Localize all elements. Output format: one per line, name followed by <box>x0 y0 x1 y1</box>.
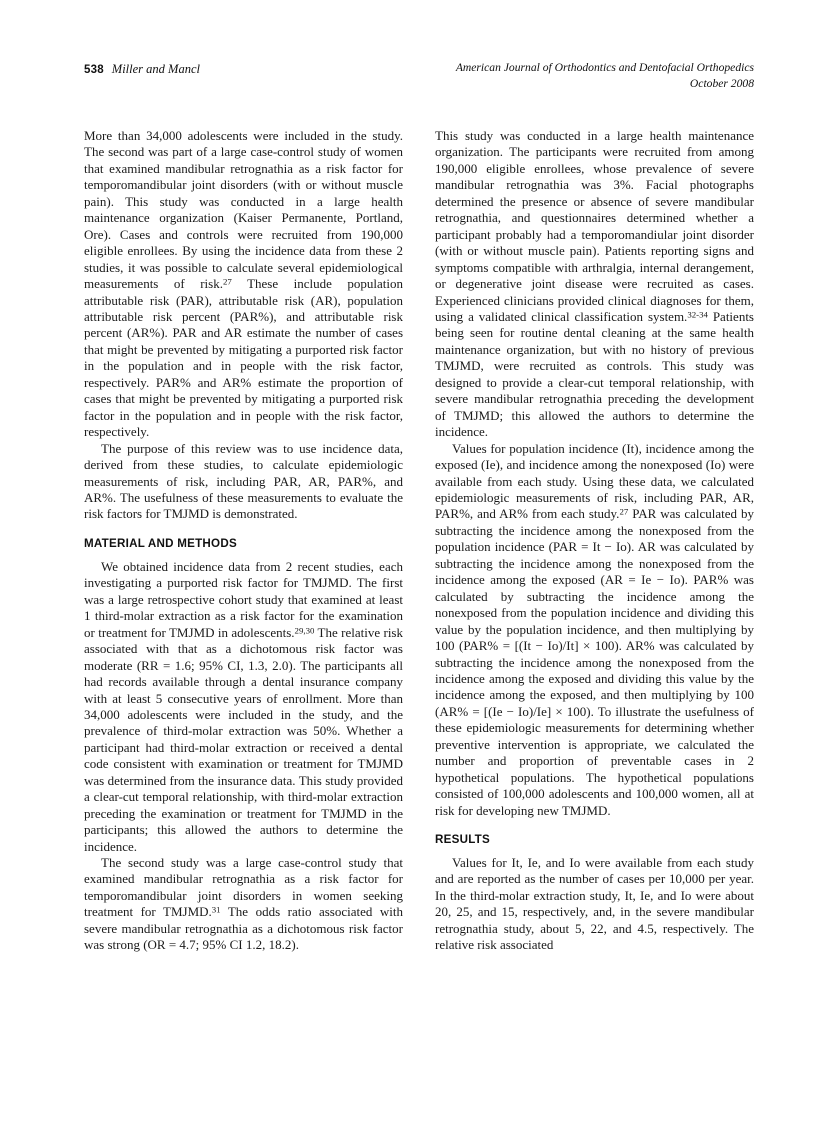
issue-date: October 2008 <box>689 76 754 90</box>
paragraph-right-2 <box>435 441 754 819</box>
paragraph-left-3-text-a: We obtained incidence data from 2 recent studies, each investigating a purported risk factor for TMJMD. The first was a large retrospective cohort study that examined at least 1 third-molar extraction as a risk factor for the examination or treatment for TMJMD in adolescents. <box>84 558 403 640</box>
paragraph-left-3-text-b: The relative risk associated with that as a dichotomous risk factor was moderate (RR = 1.6; 95% CI, 1.3, 2.0). The participants all had records available through a dental insurance company with at least 5 consecutive years of enrollment. More than 34,000 adolescents were included in the study, and the prevalence of third-molar extraction was 50%. Whether a participant had third-molar extraction or received a dental code consistent with examination or treatment for TMJMD was determined from the insurance data. This study provided a clear-cut temporal relationship, with third-molar extraction preceding the examination or treatment for TMJMD in the participants; this allowed the authors to determine the incidence. <box>84 624 403 854</box>
paragraph-left-4-text-a: The second study was a large case-control study that examined mandibular retrognathia as a risk factor for temporomandibular joint disorders in women seeking treatment for TMJMD. <box>84 855 403 920</box>
running-head-left <box>84 60 200 78</box>
paragraph-right-2-text-b: PAR was calculated by subtracting the incidence among the nonexposed from the population incidence (PAR = It − Io). AR was calculated by subtracting the incidence among the nonexposed from the incidence among the exposed (AR = Ie − Io). PAR% was calculated by subtracting the incidence among the nonexposed from the population incidence and dividing this value by the population incidence, and then multiplying by 100 (PAR% = [(It − Io)/It] × 100). AR% was calculated by subtracting the incidence among the nonexposed from the incidence among the exposed and dividing this value by the incidence among the exposed, and then multiplying by 100 (AR% = [(Ie − Io)/Ie] × 100). To illustrate the usefulness of these epidemiologic measurements for determining whether preventive intervention is appropriate, we calculated the number and proportion of preventable cases in 2 hypothetical populations. The hypothetical populations consisted of 100,000 adolescents and 100,000 women, all at risk for developing new TMJMD. <box>435 506 754 818</box>
paragraph-right-1-text-a: This study was conducted in a large health maintenance organization. The participants were recruited from among 190,000 eligible enrollees, whose prevalence of severe mandibular retrognathia was 3%. Facial photographs determined the presence or absence of severe mandibular retrognathia, and questionnaires determined whether a participant probably had a temporomandiular joint disorder (with or without muscle pain). Patients reporting signs and symptoms compatible with arthralgia, internal derangement, or degenerative joint disease were recruited as cases. Experienced clinicians provided clinical diagnoses for them, using a validated clinical classification system. <box>435 128 754 324</box>
spacer-before-results <box>435 819 754 833</box>
reference-marker-27-right: 27 <box>619 506 629 517</box>
running-head <box>84 60 754 100</box>
column-left <box>84 128 403 954</box>
paragraph-right-2-text-a: Values for population incidence (It), incidence among the exposed (Ie), and incidence among the nonexposed (Io) were available from each study. Using these data, we calculated epidemiologic measurements of risk, including PAR, AR, PAR%, and AR% from each study. <box>435 440 754 522</box>
paragraph-left-3 <box>84 559 403 855</box>
reference-marker-32-34: 32-34 <box>687 309 708 320</box>
running-head-authors: Miller and Mancl <box>111 62 200 76</box>
spacer-after-results <box>435 846 754 855</box>
page-number: 538 <box>84 64 104 76</box>
spacer-before-material-methods <box>84 523 403 537</box>
paragraph-right-1-text-b: Patients being seen for routine dental cleaning at the same health maintenance organization, but with no history of previous TMJMD, were recruited as controls. This study was designed to provide a clear-cut temporal relationship, with severe mandibular retrognathia preceding the development of TMJMD; this allowed the authors to determine the incidence. <box>435 308 754 440</box>
paragraph-left-1 <box>84 128 403 441</box>
paragraph-right-1 <box>435 128 754 441</box>
spacer-after-material-methods <box>84 550 403 559</box>
journal-title: American Journal of Orthodontics and Dentofacial Orthopedics <box>455 61 754 74</box>
reference-marker-31: 31 <box>211 904 221 915</box>
paragraph-left-4 <box>84 855 403 954</box>
paragraph-left-4-text-b: The odds ratio associated with severe mandibular retrognathia as a dichotomous risk factor was strong (OR = 4.7; 95% CI 1.2, 18.2). <box>84 904 403 953</box>
column-right <box>435 128 754 954</box>
running-head-right <box>456 60 754 91</box>
paragraph-left-2: The purpose of this review was to use incidence data, derived from these studies, to calculate epidemiologic measurements of risk, including PAR, AR, PAR%, and AR%. The usefulness of these measurements to evaluate the risk factors for TMJMD is demonstrated. <box>84 440 403 522</box>
paragraph-right-3: Values for It, Ie, and Io were available from each study and are reported as the number of cases per 10,000 per year. In the third-molar extraction study, It, Ie, and Io were about 20, 25, and 15, respectively, and, in the severe mandibular retrognathia study, about 5, 22, and 4.5, respectively. The relative risk associated <box>435 855 754 953</box>
heading-results: RESULTS <box>435 833 490 847</box>
reference-marker-29-30: 29,30 <box>294 624 315 635</box>
heading-material-and-methods: MATERIAL AND METHODS <box>84 536 237 550</box>
reference-marker-27: 27 <box>222 276 232 287</box>
paragraph-left-1-text-a: More than 34,000 adolescents were included in the study. The second was part of a large case-control study of women that examined mandibular retrognathia as a risk factor for temporomandibular joint disorders (with or without muscle pain). This study was conducted in a large health maintenance organization (Kaiser Permanente, Portland, Ore). Cases and controls were recruited from 190,000 eligible enrollees. By using the incidence data from these 2 studies, it was possible to calculate several epidemiological measurements of risk. <box>84 128 403 292</box>
paragraph-left-1-text-b: These include population attributable risk (PAR), attributable risk (AR), population attributable risk percent (PAR%), and attributable risk percent (AR%). PAR and AR estimate the number of cases that might be prevented by mitigating a purported risk factor in the population and in people with the risk factor, respectively. PAR% and AR% estimate the proportion of cases that might be prevented by mitigating a purported risk factor in the population and in people with the risk factor, respectively. <box>84 276 403 440</box>
